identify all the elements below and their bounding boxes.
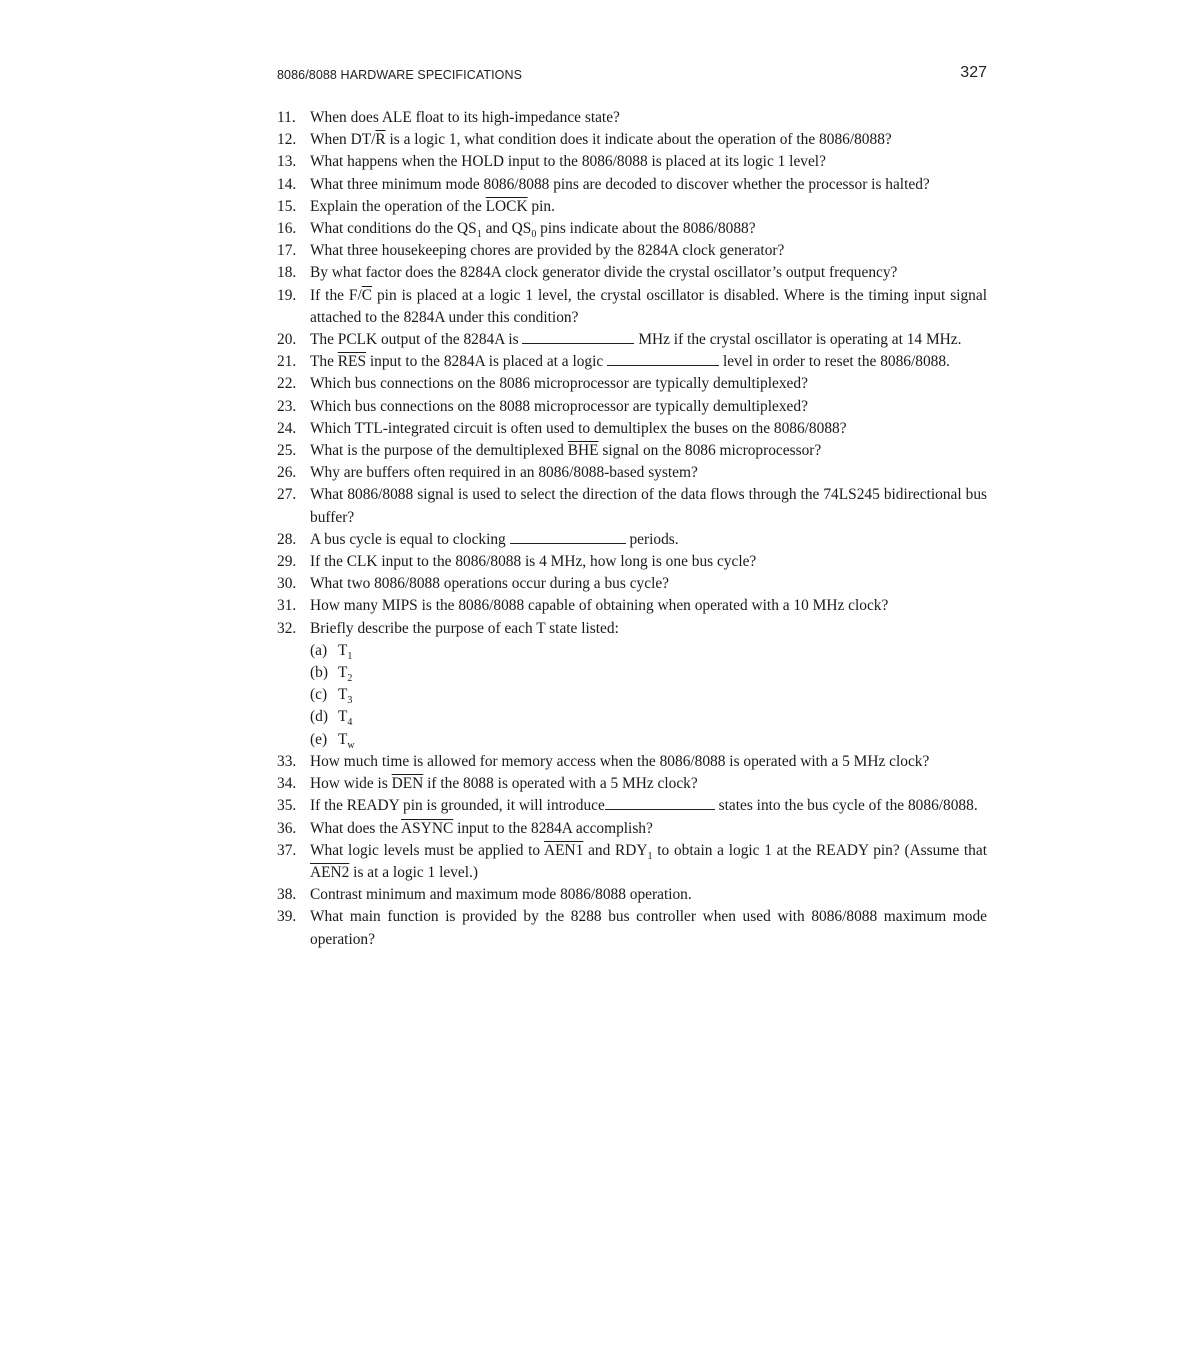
question-30: 30. What two 8086/8088 operations occur during a bus cycle?: [277, 575, 670, 593]
page-number: 327: [960, 64, 987, 81]
overbar-signal: AEN2: [310, 863, 350, 881]
overbar-signal: AEN1: [544, 841, 584, 859]
question-24: 24. Which TTL-integrated circuit is often used to demultiplex the buses on the 8086/8088?: [277, 419, 847, 437]
question-19: 19. If the $F/\overline{C}$ pin is placed at a logic 1 level, the crystal oscillator is disabled. Where is the timing input signal attached to the 8284A under this condition?: [277, 286, 987, 326]
running-title: 8086/8088 HARDWARE SPECIFICATIONS: [277, 68, 523, 82]
question-37: 37. What logic levels must be applied to AEN1 and $RDY_1$ to obtain a logic 1 at the READY pin? (Assume that AEN2 is at a logic 1 level.): [277, 841, 987, 881]
running-head: [277, 64, 987, 86]
question-list: [277, 107, 987, 951]
overbar-signal: $\overline{DEN}$: [391, 775, 424, 793]
question-28: 28. A bus cycle is equal to clocking periods.: [277, 530, 679, 548]
question-36: 36. What does the ASYNC input to the 8284A accomplish?: [277, 819, 653, 837]
question-12: 12. When $DT/\overline{R}$ is a logic 1, what condition does it indicate about the operation of the 8086/8088?: [277, 131, 892, 149]
question-13: 13. What happens when the HOLD input to the 8086/8088 is placed at its logic 1 level?: [277, 153, 826, 171]
question-29: 29. If the CLK input to the 8086/8088 is 4 MHz, how long is one bus cycle?: [277, 553, 757, 571]
question-20: 20. The PCLK output of the 8284A is MHz if the crystal oscillator is operating at 14 MHz.: [277, 331, 962, 349]
question-21: 21. The $\overline{RES}$ input to the 8284A is placed at a logic level in order to reset the 8086/8088.: [277, 353, 950, 371]
question-15: 15. Explain the operation of the LOCK pin.: [277, 197, 555, 215]
overbar-signal: ASYNC: [401, 819, 454, 837]
list-item: (d) $T_4$: [310, 708, 353, 729]
question-34: 34. How wide is $\overline{DEN}$ if the 8088 is operated with a 5 MHz clock?: [277, 775, 698, 793]
overbar-signal: $\overline{RES}$: [337, 353, 367, 371]
question-25: 25. What is the purpose of the demultiplexed $\overline{BHE}$ signal on the 8086 microprocessor?: [277, 442, 822, 460]
overbar-signal: $\overline{R}$: [375, 131, 386, 149]
answer-blank[interactable]: [522, 329, 634, 344]
question-26: 26. Why are buffers often required in an 8086/8088-based system?: [277, 464, 698, 482]
t-state-list: [310, 640, 987, 751]
question-17: 17. What three housekeeping chores are provided by the 8284A clock generator?: [277, 242, 785, 260]
list-item: (c) $T_3$: [310, 686, 353, 707]
question-27: 27. What 8086/8088 signal is used to select the direction of the data flows through the 74LS245 bidirectional bus buffer?: [277, 486, 987, 526]
overbar-signal: $\overline{C}$: [361, 286, 373, 304]
list-item: (a) $T_1$: [310, 641, 353, 662]
question-38: 38. Contrast minimum and maximum mode 8086/8088 operation.: [277, 886, 692, 904]
question-39: 39. What main function is provided by the 8288 bus controller when used with 8086/8088 maximum mode operation?: [277, 908, 987, 948]
answer-blank[interactable]: [607, 351, 719, 366]
question-18: 18. By what factor does the 8284A clock generator divide the crystal oscillator’s output frequency?: [277, 264, 898, 282]
question-11: 11. When does ALE float to its high-impedance state?: [277, 109, 620, 126]
list-item: (b) $T_2$: [310, 664, 353, 685]
question-32: 32. Briefly describe the purpose of each T state listed: (a) $T_1$ (b) $T_2$ (c) $T_3$ (d) $T_4$ (e) $T_w$: [277, 618, 987, 751]
question-22: 22. Which bus connections on the 8086 microprocessor are typically demultiplexed?: [277, 375, 808, 393]
question-35: 35. If the READY pin is grounded, it will introduce states into the bus cycle of the 8086/8088.: [277, 797, 978, 815]
overbar-signal: $\overline{BHE}$: [567, 442, 599, 460]
overbar-signal: LOCK: [485, 197, 528, 215]
question-31: 31. How many MIPS is the 8086/8088 capable of obtaining when operated with a 10 MHz clock?: [277, 597, 889, 615]
answer-blank[interactable]: [510, 529, 626, 544]
question-23: 23. Which bus connections on the 8088 microprocessor are typically demultiplexed?: [277, 397, 808, 415]
answer-blank[interactable]: [605, 795, 715, 810]
question-33: 33. How much time is allowed for memory access when the 8086/8088 is operated with a 5 MHz clock?: [277, 752, 930, 770]
list-item: (e) $T_w$: [310, 730, 355, 751]
question-16: 16. What conditions do the $QS_1$ and $QS_0$ pins indicate about the 8086/8088?: [277, 220, 756, 241]
question-14: 14. What three minimum mode 8086/8088 pins are decoded to discover whether the processor is halted?: [277, 175, 930, 193]
